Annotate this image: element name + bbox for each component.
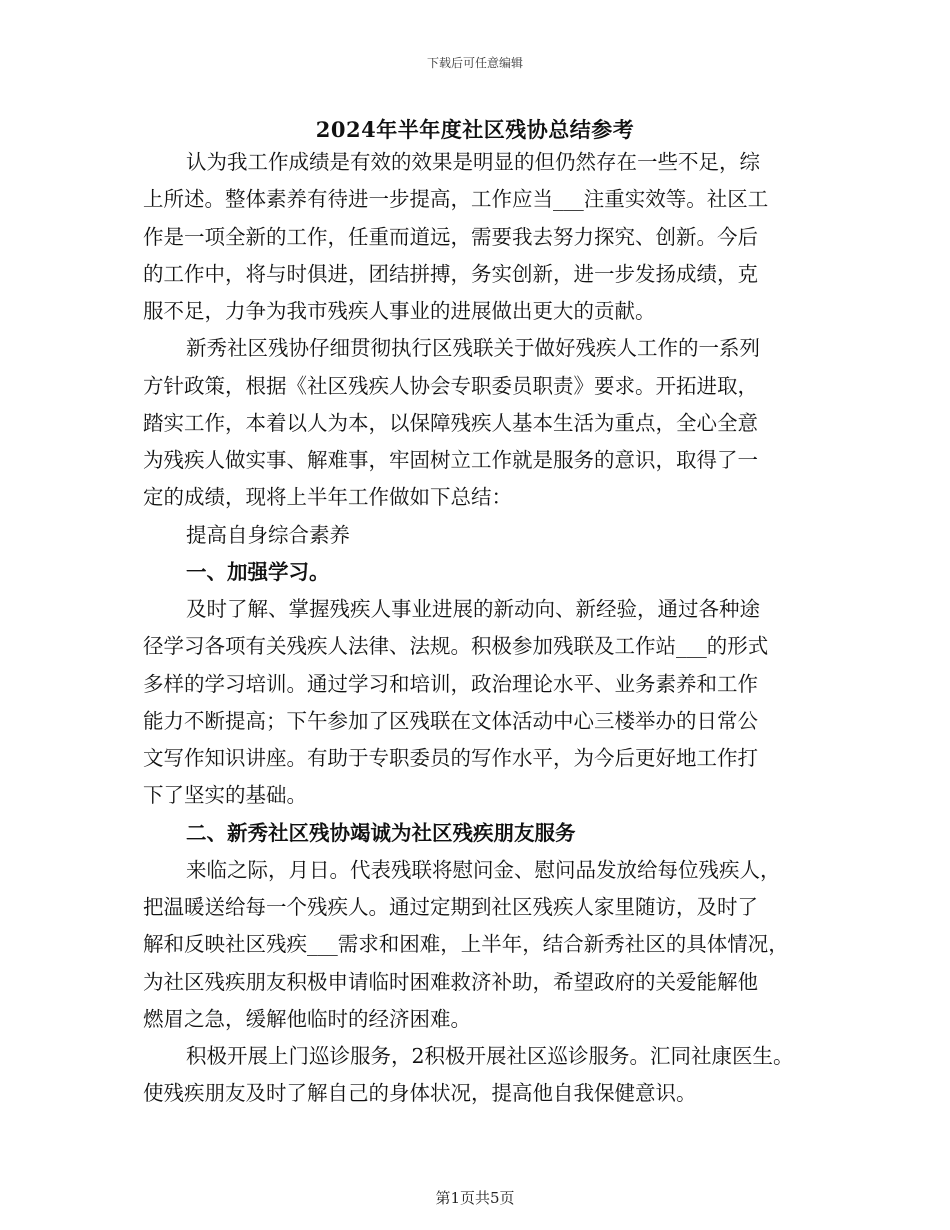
body-line: 为社区残疾朋友积极申请临时困难救济补助，希望政府的关爱能解他	[143, 970, 758, 994]
body-line: 定的成绩，现将上半年工作做如下总结：	[143, 485, 512, 509]
body-line: 积极开展上门巡诊服务，2积极开展社区巡诊服务。汇同社康医生。	[186, 1044, 794, 1068]
body-line: 径学习各项有关残疾人法律、法规。积极参加残联及工作站___的形式	[143, 634, 769, 658]
body-line: 多样的学习培训。通过学习和培训，政治理论水平、业务素养和工作	[143, 672, 758, 696]
body-line: 为残疾人做实事、解难事，牢固树立工作就是服务的意识，取得了一	[143, 448, 758, 472]
body-line: 能力不断提高；下午参加了区残联在文体活动中心三楼举办的日常公	[143, 709, 758, 733]
body-line: 把温暖送给每一个残疾人。通过定期到社区残疾人家里随访，及时了	[143, 895, 758, 919]
body-line: 来临之际，月日。代表残联将慰问金、慰问品发放给每位残疾人，	[186, 858, 781, 882]
page-header: 下载后可任意编辑	[426, 56, 523, 70]
body-line: 新秀社区残协仔细贯彻执行区残联关于做好残疾人工作的一系列	[186, 336, 760, 360]
body-line: 的工作中，将与时俱进，团结拼搏，务实创新，进一步发扬成绩，克	[143, 262, 758, 286]
body-line: 方针政策，根据《社区残疾人协会专职委员职责》要求。开拓进取，	[143, 374, 758, 398]
section-heading: 一、加强学习。	[186, 560, 330, 584]
body-line: 上所述。整体素养有待进一步提高，工作应当___注重实效等。社区工	[143, 187, 769, 211]
section-subtitle: 提高自身综合素养	[186, 523, 350, 547]
body-line: 燃眉之急，缓解他临时的经济困难。	[143, 1007, 471, 1031]
body-line: 解和反映社区残疾___需求和困难，上半年，结合新秀社区的具体情况，	[143, 932, 789, 956]
body-line: 认为我工作成绩是有效的效果是明显的但仍然存在一些不足，综	[186, 150, 760, 174]
body-line: 及时了解、掌握残疾人事业进展的新动向、新经验，通过各种途	[186, 597, 760, 621]
document-title: 2024年半年度社区残协总结参考	[315, 117, 635, 142]
body-line: 服不足，力争为我市残疾人事业的进展做出更大的贡献。	[143, 299, 656, 323]
body-line: 踏实工作，本着以人为本，以保障残疾人基本生活为重点，全心全意	[143, 411, 758, 435]
body-line: 文写作知识讲座。有助于专职委员的写作水平，为今后更好地工作打	[143, 746, 758, 770]
section-heading: 二、新秀社区残协竭诚为社区残疾朋友服务	[186, 821, 576, 845]
body-line: 作是一项全新的工作，任重而道远，需要我去努力探究、创新。今后	[143, 225, 758, 249]
body-line: 使残疾朋友及时了解自己的身体状况，提高他自我保健意识。	[143, 1081, 697, 1105]
body-line: 下了坚实的基础。	[143, 783, 307, 807]
page-footer: 第1页共5页	[435, 1189, 515, 1207]
